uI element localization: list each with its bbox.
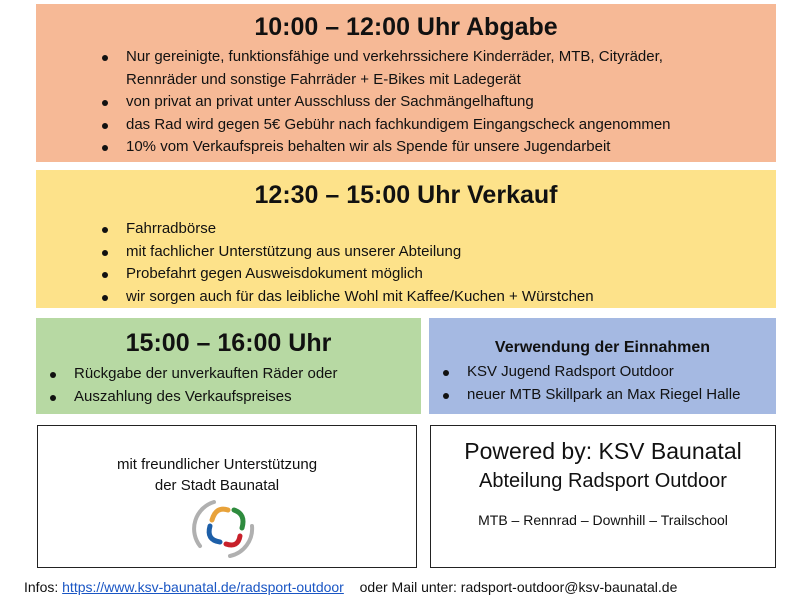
footer-mail-address: radsport-outdoor@ksv-baunatal.de [460, 579, 678, 595]
rueckgabe-title: 15:00 – 16:00 Uhr [125, 329, 332, 357]
list-item: Probefahrt gegen Ausweisdokument möglich [36, 263, 776, 286]
website-link[interactable]: https://www.ksv-baunatal.de/radsport-outdoor [62, 579, 344, 595]
list-item: Fahrradbörse [36, 218, 776, 241]
list-item: neuer MTB Skillpark an Max Riegel Halle [429, 384, 776, 407]
logo-leaf-orange [212, 509, 228, 520]
footer-mail-label: oder Mail unter: [359, 579, 457, 595]
list-item: von privat an privat unter Ausschluss der Sachmängelhaftung [36, 91, 776, 114]
list-item: Auszahlung des Verkaufspreises [36, 386, 421, 409]
support-line-2: der Stadt Baunatal [154, 477, 280, 494]
logo-leaf-green [234, 510, 243, 528]
abgabe-section [36, 4, 776, 162]
verwendung-section [429, 318, 776, 414]
support-line-1: mit freundlicher Unterstützung [116, 456, 318, 473]
list-item: 10% vom Verkaufspreis behalten wir als Spende für unsere Jugendarbeit [36, 136, 776, 159]
logo-leaf-blue [209, 526, 220, 542]
footer-info [24, 578, 677, 596]
logo-leaf-red [226, 536, 240, 545]
list-item: KSV Jugend Radsport Outdoor [429, 361, 776, 384]
stadt-baunatal-logo-icon [190, 496, 262, 562]
powered-by-box [430, 425, 776, 568]
list-item-continued: Rennräder und sonstige Fahrräder + E-Bikes mit Ladegerät [126, 70, 521, 88]
rueckgabe-section [36, 318, 421, 414]
list-item: Rückgabe der unverkauften Räder oder [36, 363, 421, 386]
list-item: wir sorgen auch für das leibliche Wohl mit Kaffee/Kuchen + Würstchen [36, 286, 776, 309]
powered-by-title: Powered by: KSV Baunatal [464, 438, 742, 464]
powered-by-department: Abteilung Radsport Outdoor [479, 470, 727, 492]
verkauf-title: 12:30 – 15:00 Uhr Verkauf [254, 181, 558, 209]
verwendung-list [429, 361, 776, 406]
rueckgabe-list [36, 363, 421, 408]
footer-prefix: Infos: [24, 579, 59, 595]
list-item: das Rad wird gegen 5€ Gebühr nach fachkundigem Eingangscheck angenommen [36, 114, 776, 137]
verkauf-section [36, 170, 776, 308]
list-item: mit fachlicher Unterstützung aus unserer Abteilung [36, 241, 776, 264]
abgabe-title: 10:00 – 12:00 Uhr Abgabe [254, 13, 558, 41]
abgabe-list [36, 46, 776, 159]
powered-by-disciplines: MTB – Rennrad – Downhill – Trailschool [478, 512, 728, 528]
support-box [37, 425, 417, 568]
list-item: Nur gereinigte, funktionsfähige und verkehrssichere Kinderräder, MTB, Cityräder, [36, 46, 776, 69]
verwendung-title: Verwendung der Einnahmen [494, 339, 711, 356]
support-text [18, 426, 416, 496]
verkauf-list [36, 218, 776, 308]
